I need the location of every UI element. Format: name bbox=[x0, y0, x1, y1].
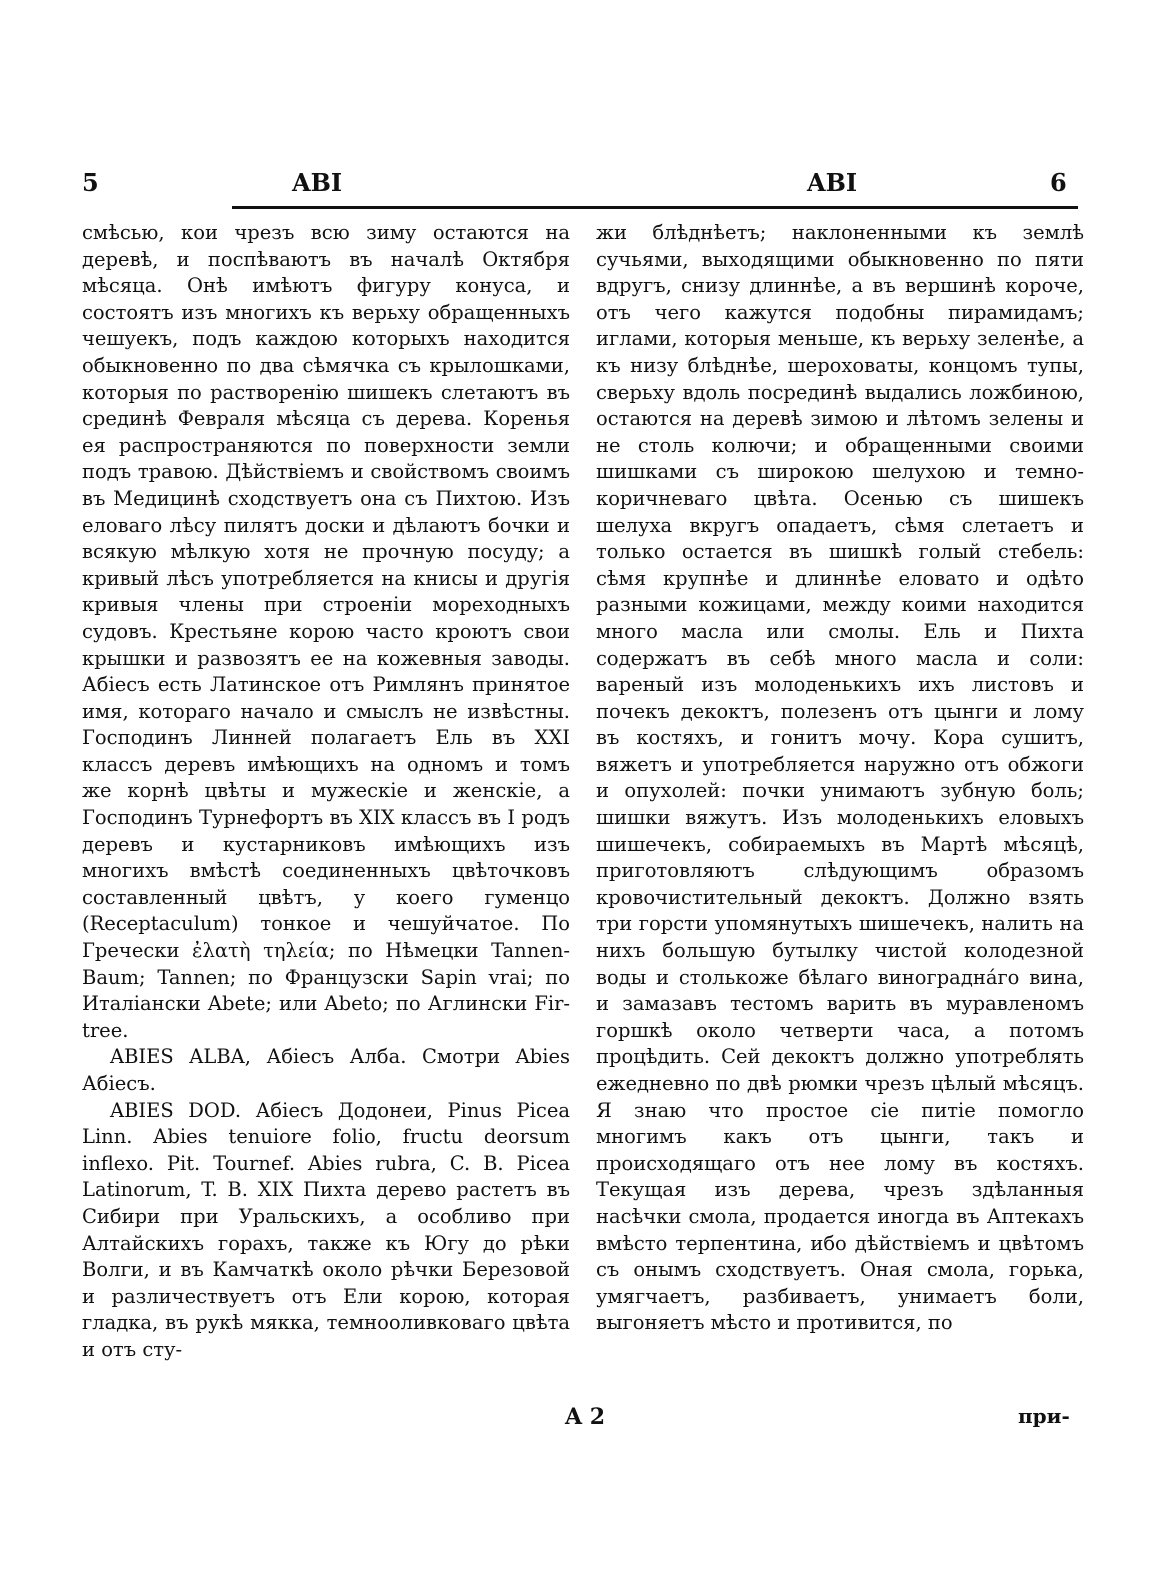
right-running-head: ABI bbox=[807, 168, 858, 197]
left-paragraph-3: ABIES DOD. Абіесъ Додонеи, Pinus Picea Linn. Abies tenuiore folio, fructu deorsum inflexo. Pit. Tournef. Abies rubra, C. B. Picea Latinorum, T. B. XIX Пихта дерево растетъ въ Сибири при Уральскихъ, а особливо при Алтайскихъ горахъ, также къ Югу до рѣки Волги, и въ Камчаткѣ около рѣчки Березовой и различествуетъ отъ Ели корою, которая гладка, въ рукѣ мякка, темнооливковаго цвѣта и отъ сту- bbox=[82, 1098, 570, 1361]
left-page-number: 5 bbox=[82, 168, 99, 197]
left-paragraph-1: смѣсью, кои чрезъ всю зиму остаются на деревѣ, и поспѣваютъ въ началѣ Октября мѣсяца. Онѣ имѣютъ фигуру конуса, и состоятъ изъ многихъ къ верьху обращенныхъ чешуекъ, подъ каждою которыхъ находится обыкновенно по два сѣмячка съ крылошками, которыя по растворенію шишекъ слетаютъ въ срединѣ Февраля мѣсяца съ дерева. Коренья ея распространяются по поверхности земли подъ травою. Дѣйствіемъ и свойствомъ своимъ въ Медицинѣ сходствуетъ она съ Пихтою. Изъ еловаго лѣсу пилятъ доски и дѣлаютъ бочки и всякую мѣлкую хотя не прочную посуду; а кривый лѣсъ употребляется на книсы и другія кривыя члены при строеніи мореходныхъ судовъ. Крестьяне корою часто кроютъ свои крышки и развозятъ ее на кожевныя заводы. Абіесъ есть Латинское отъ Римлянъ принятое имя, котораго начало и смыслъ не извѣстны. Господинъ Линней полагаетъ Ель въ XXI классъ деревъ имѣющихъ на одномъ и томъ же корнѣ цвѣты и мужескіе и женскіе, а Господинъ Турнефортъ въ XIX классъ въ I родъ деревъ и кустарниковъ имѣющихъ изъ многихъ вмѣстѣ соединенныхъ цвѣточковъ составленный цвѣтъ, у коего гуменцо (Receptaculum) тонкое и чешуйчатое. По Гречески ἐλατὴ τηλεία; по Нѣмецки Tannen-Baum; Tannen; по Французски Sapin vrai; по Италіански Abete; или Abeto; по Аглински Fir-tree. bbox=[82, 221, 570, 1042]
left-column bbox=[82, 220, 570, 1364]
signature-mark: A 2 bbox=[565, 1404, 606, 1430]
catchword: при- bbox=[1018, 1404, 1070, 1428]
left-running-head: ABI bbox=[292, 168, 343, 197]
header-rule bbox=[232, 206, 1078, 209]
right-paragraph-1: жи блѣднѣетъ; наклоненными къ землѣ сучьями, выходящими обыкновенно по пяти вдругъ, снизу длиннѣе, а въ вершинѣ короче, отъ чего кажутся подобны пирамидамъ; иглами, которыя меньше, къ верьху зеленѣе, а къ низу блѣднѣе, шероховаты, концомъ тупы, сверьху вдоль посрединѣ выдались ложбиною, остаются на деревѣ зимою и лѣтомъ зелены и не столь колючи; и обращенными своими шишками съ широкою шелухою и темно-коричневаго цвѣта. Осенью съ шишекъ шелуха вкругъ опадаетъ, сѣмя слетаетъ и только остается въ шишкѣ голый стебель: сѣмя крупнѣе и длиннѣе еловато и одѣто разными кожицами, между коими находится много масла или смолы. Ель и Пихта содержатъ въ себѣ много масла и соли: вареный изъ молоденькихъ ихъ листовъ и почекъ декоктъ, полезенъ отъ цынги и лому въ костяхъ, и гонитъ мочу. Кора сушитъ, вяжетъ и употребляется наружно отъ обжоги и опухолей: почки унимаютъ зубную боль; шишки вяжутъ. Изъ молоденькихъ еловыхъ шишечекъ, собираемыхъ въ Мартѣ мѣсяцѣ, приготовляютъ слѣдующимъ образомъ кровочистительный декоктъ. Должно взять три горсти упомянутыхъ шишечекъ, налить на нихъ большую бутылку чистой колодезной воды и столькоже бѣлаго виноградна́го вина, и замазавъ тестомъ варить въ муравленомъ горшкѣ около четверти часа, а потомъ процѣдить. Сей декоктъ должно употреблять ежедневно по двѣ рюмки чрезъ цѣлый мѣсяцъ. Я знаю что простое сіе питіе помогло многимъ какъ отъ цынги, такъ и происходящаго отъ нее лому въ костяхъ. Текущая изъ дерева, чрезъ здѣланныя насѣчки смола, продается иногда въ Аптекахъ вмѣсто терпентина, ибо дѣйствіемъ и цвѣтомъ съ онымъ сходствуетъ. Оная смола, горька, умягчаетъ, разбиваетъ, унимаетъ боли, выгоняетъ мѣсто и противится, по bbox=[596, 221, 1084, 1335]
page-header bbox=[82, 168, 1078, 208]
right-page-number: 6 bbox=[1050, 168, 1067, 197]
right-column bbox=[596, 220, 1084, 1337]
left-paragraph-2: ABIES ALBA, Абіесъ Алба. Смотри Abies Абіесъ. bbox=[82, 1045, 570, 1095]
